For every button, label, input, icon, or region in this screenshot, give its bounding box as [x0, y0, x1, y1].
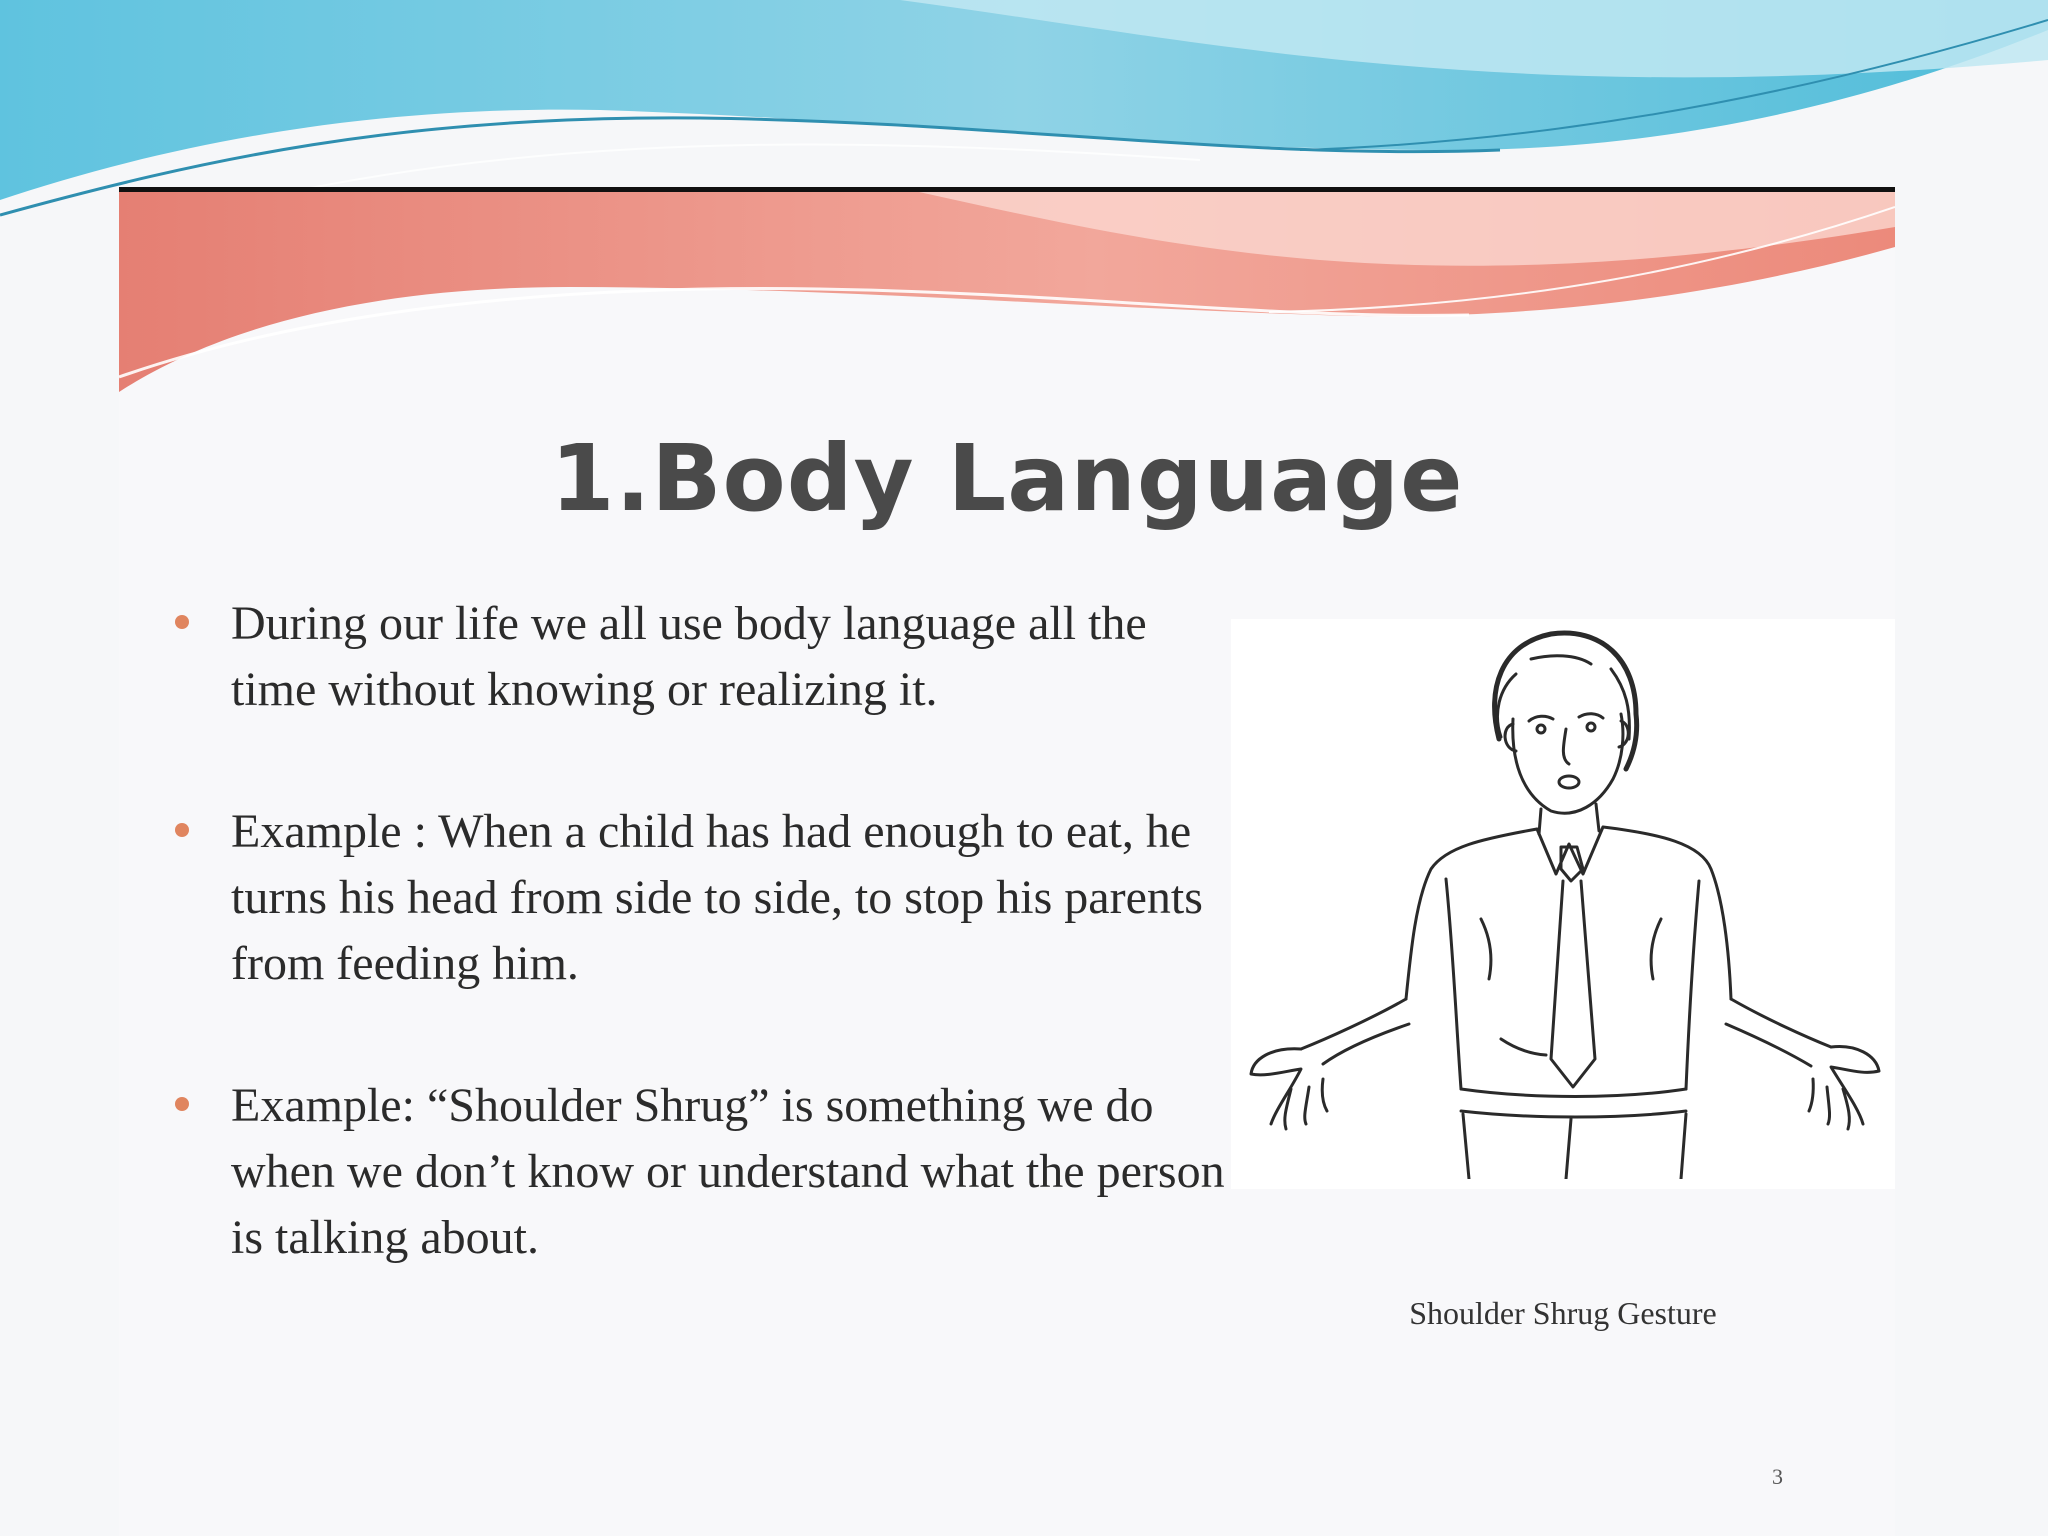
shoulder-shrug-illustration	[1231, 619, 1895, 1179]
bullet-dot-icon	[175, 1097, 189, 1111]
header-wave-decoration	[119, 187, 1895, 397]
bullet-item	[175, 799, 1235, 997]
slide-content	[119, 187, 1895, 1536]
figure-caption: Shoulder Shrug Gesture	[1409, 1295, 1717, 1331]
bullet-item	[175, 591, 1235, 723]
illustration-panel	[1231, 619, 1895, 1189]
bullet-dot-icon	[175, 615, 189, 629]
bullet-text: Example : When a child has had enough to eat, he turns his head from side to side, to stop his parents from feeding him.	[231, 805, 1203, 990]
bullet-text: During our life we all use body language all the time without knowing or realizing it.	[231, 597, 1147, 716]
bullet-list	[175, 591, 1235, 1347]
bullet-item	[175, 1073, 1235, 1271]
bullet-text: Example: “Shoulder Shrug” is something we do when we don’t know or understand what the person is talking about.	[231, 1079, 1225, 1264]
page-number: 3	[1772, 1464, 1783, 1489]
slide-title: 1.Body Language	[550, 425, 1464, 532]
bullet-dot-icon	[175, 823, 189, 837]
